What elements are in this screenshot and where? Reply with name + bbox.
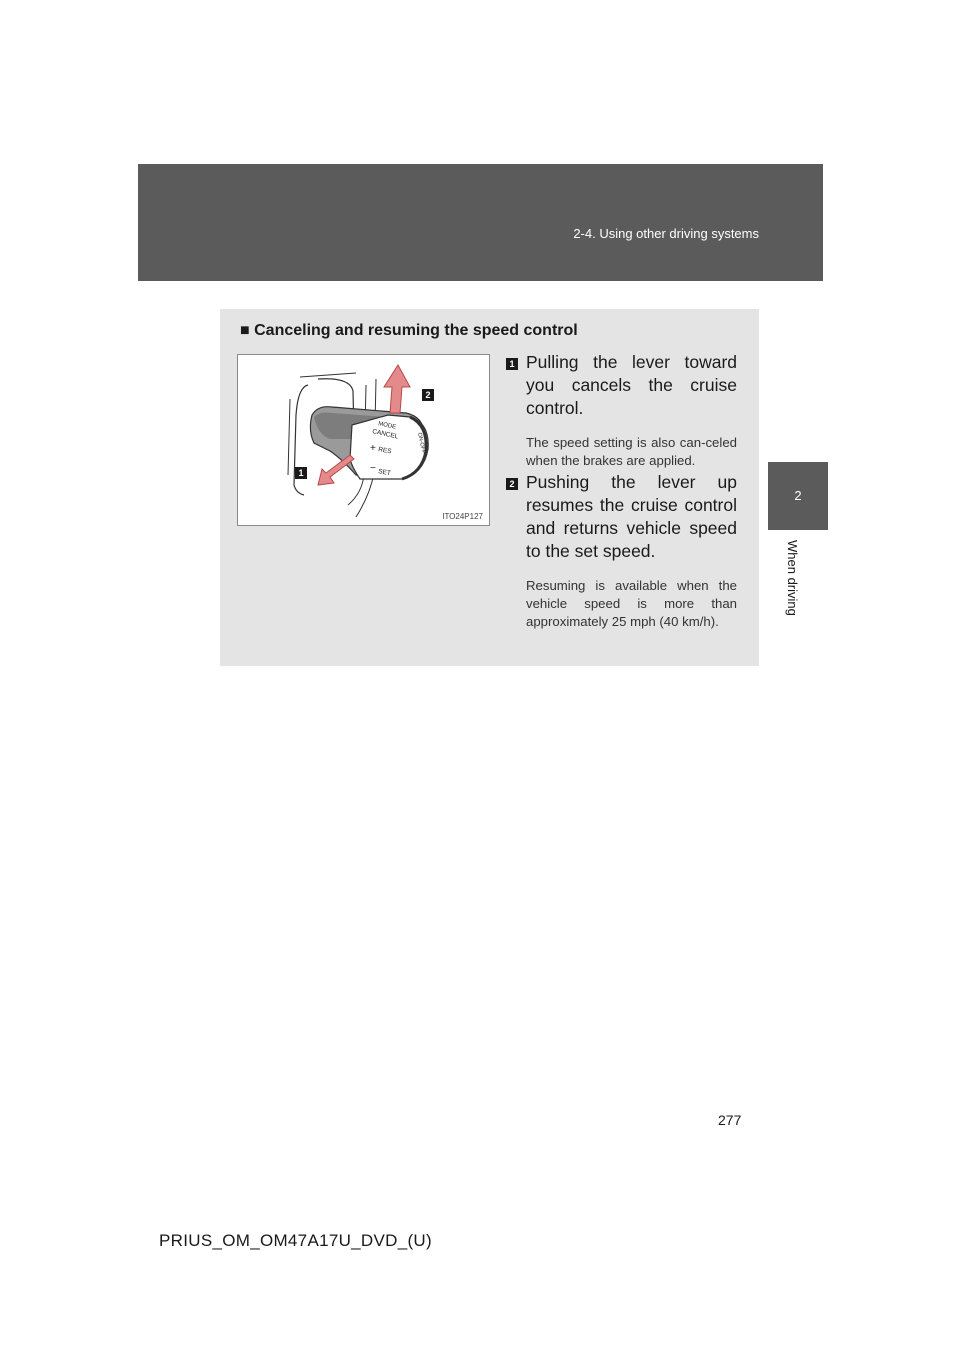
- info-panel: [220, 309, 759, 666]
- cruise-lever-illustration: [237, 354, 490, 526]
- figure-id: ITO24P127: [442, 512, 483, 521]
- step-1-note: The speed setting is also can-celed when the brakes are applied.: [526, 435, 737, 468]
- step-1-text: Pulling the lever toward you cancels the cruise control.: [526, 352, 737, 418]
- lever-mode-label: MODE: [377, 421, 397, 431]
- chapter-tab-label: When driving: [785, 540, 800, 616]
- section-title: ■ Canceling and resuming the speed control: [240, 322, 578, 339]
- step-resume: [497, 471, 737, 631]
- lever-drawing: [238, 355, 491, 527]
- chapter-tab-number: 2: [768, 462, 828, 530]
- callout-1-badge: 1: [295, 467, 307, 479]
- lever-minus-label: −: [370, 463, 376, 474]
- lever-onoff-label: ON-OFF: [416, 432, 427, 455]
- lever-cancel-label: CANCEL: [371, 428, 399, 441]
- document-code: PRIUS_OM_OM47A17U_DVD_(U): [159, 1231, 432, 1250]
- step-2-badge: 2: [506, 478, 518, 490]
- lever-set-label: SET: [377, 468, 392, 478]
- section-heading: 2-4. Using other driving systems: [573, 226, 759, 241]
- step-2-note: Resuming is available when the vehicle speed is more than approximately 25 mph (40 km/h).: [526, 578, 737, 629]
- step-1-badge: 1: [506, 358, 518, 370]
- lever-res-label: RES: [377, 446, 393, 456]
- page-number: 277: [718, 1112, 742, 1128]
- step-2-text: Pushing the lever up resumes the cruise control and returns vehicle speed to the set speed.: [526, 472, 737, 561]
- callout-2-badge: 2: [422, 389, 434, 401]
- lever-plus-label: +: [370, 443, 376, 454]
- chapter-header-bar: [138, 164, 823, 281]
- step-cancel: [497, 351, 737, 470]
